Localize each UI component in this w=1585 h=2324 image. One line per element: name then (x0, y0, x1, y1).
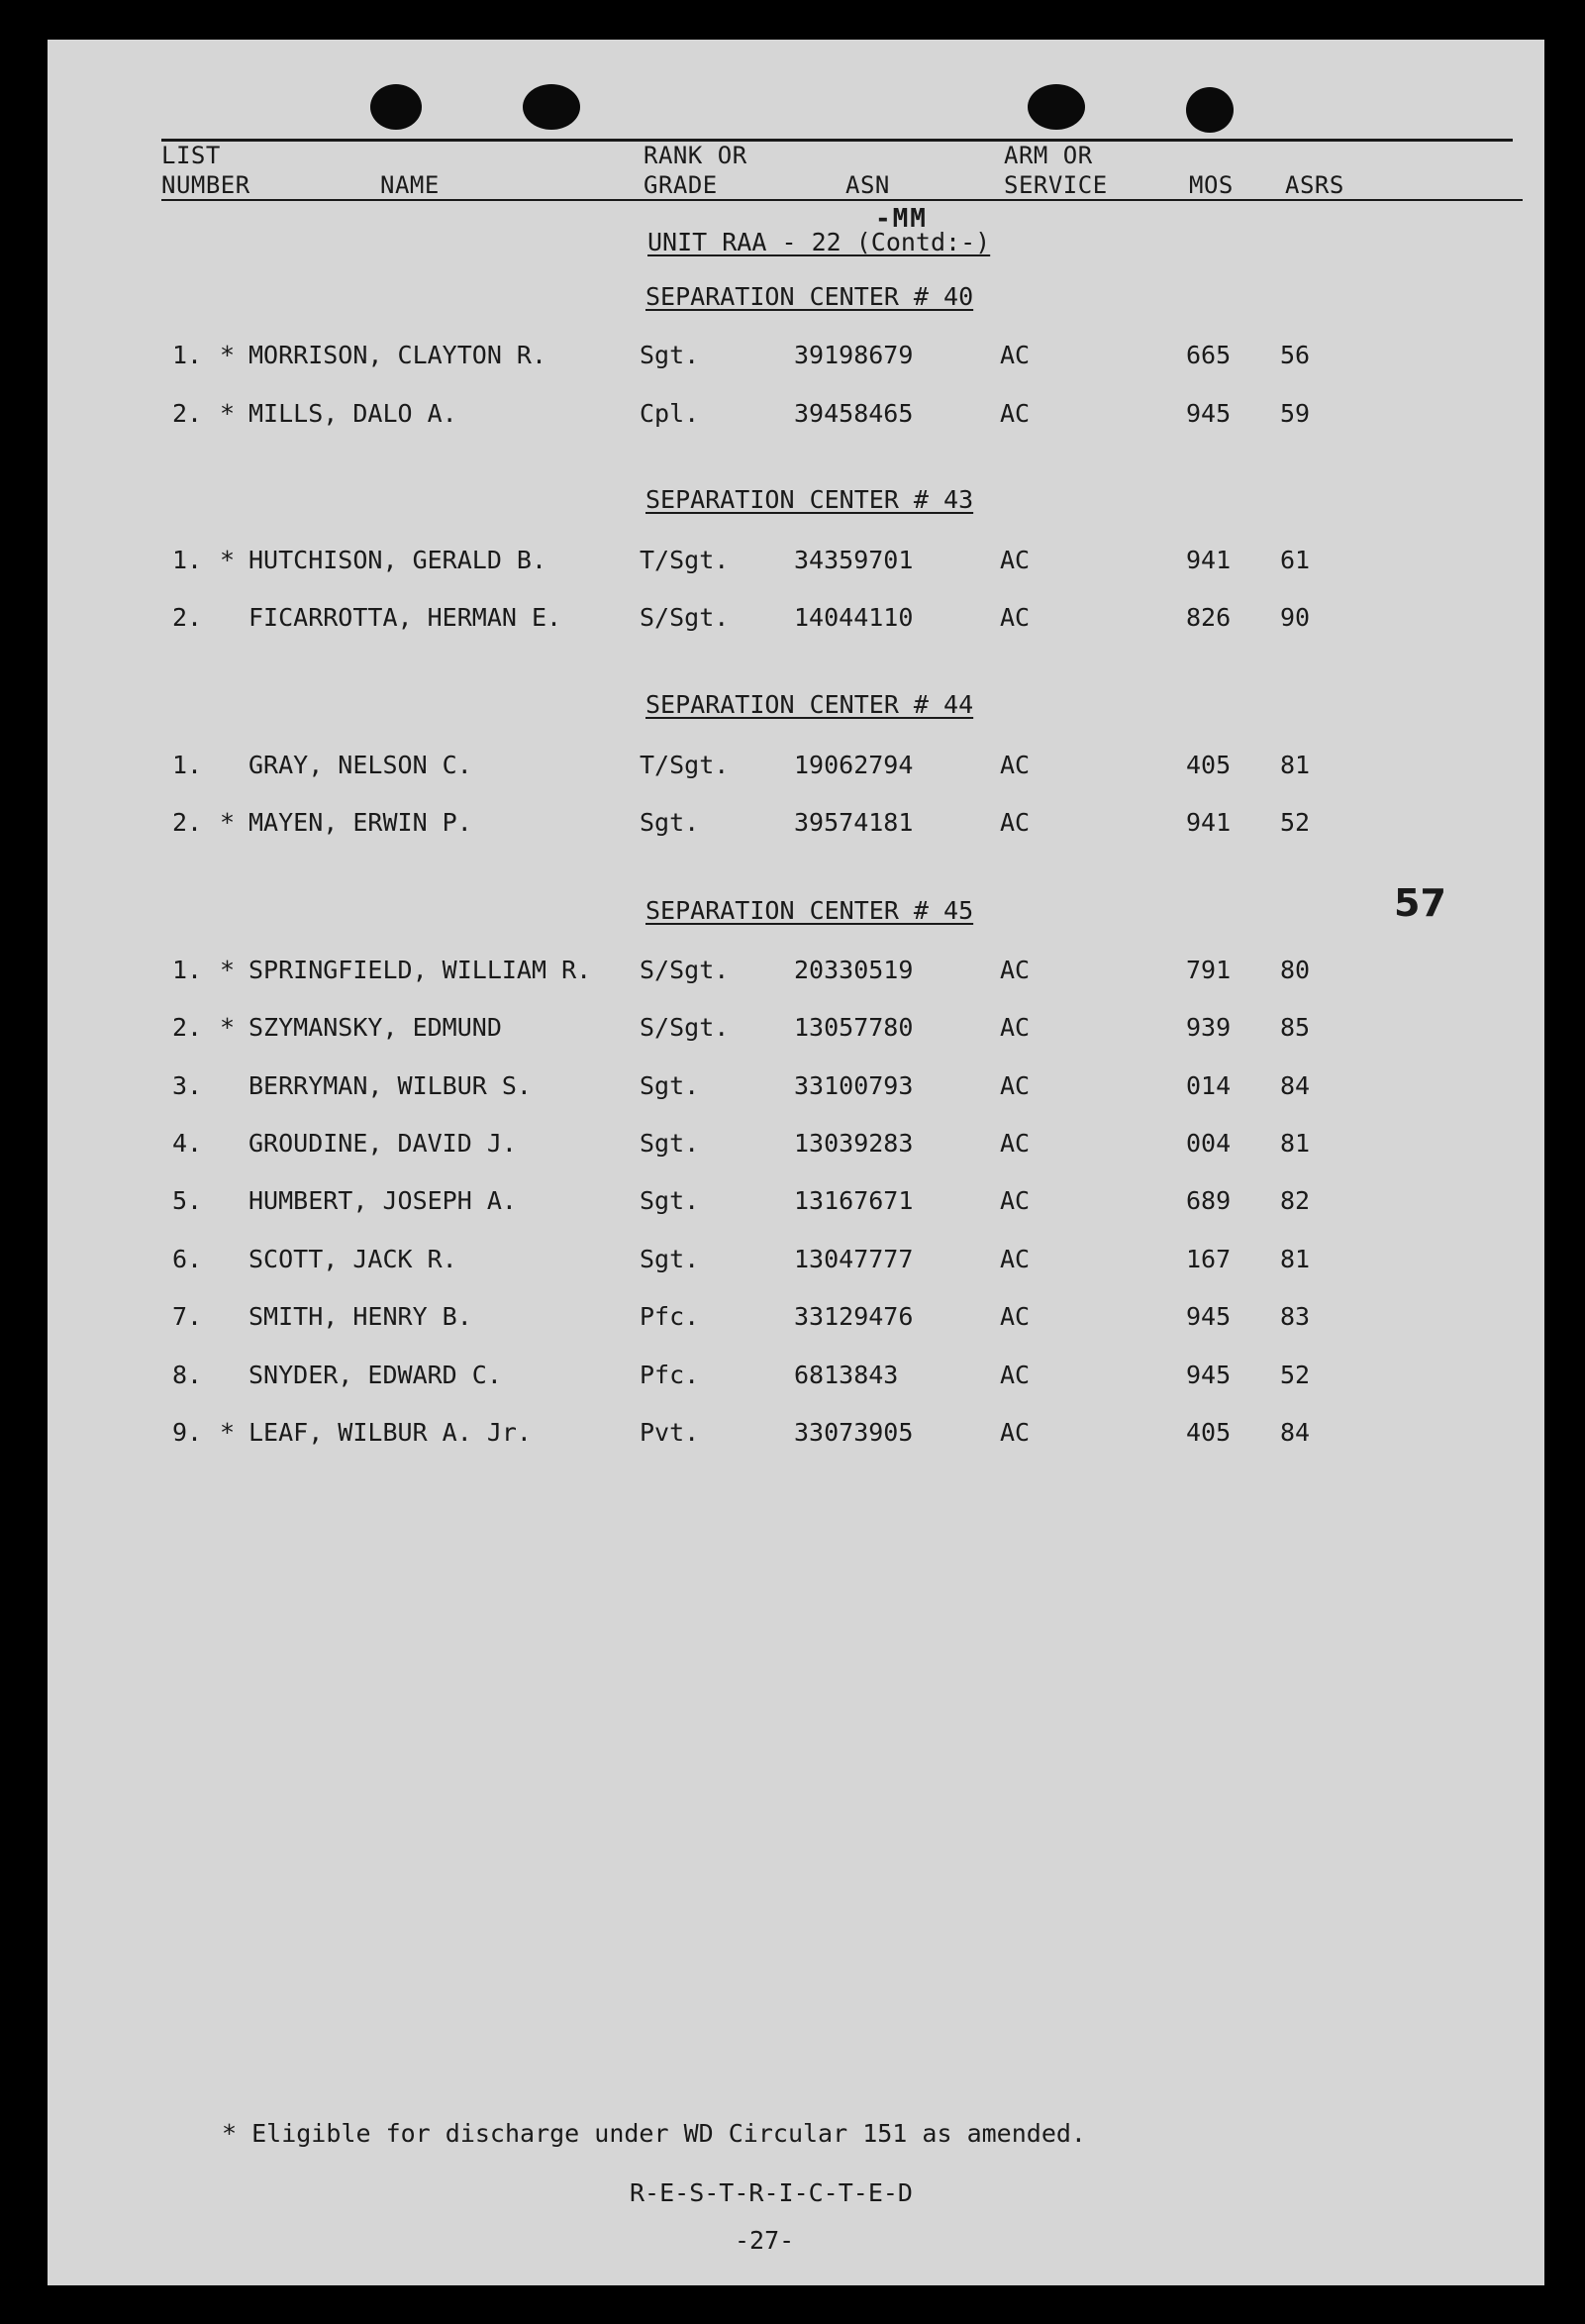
cell-arm: AC (1000, 808, 1031, 837)
header-bottom-rule (161, 199, 1523, 201)
unit-title: UNIT RAA - 22 (Contd:-) (647, 228, 991, 256)
cell-arm: AC (1000, 546, 1031, 574)
page-number: -27- (735, 2226, 795, 2255)
cell-name: SPRINGFIELD, WILLIAM R. (248, 956, 592, 984)
cell-rank: Sgt. (640, 1129, 700, 1158)
cell-asn: 39574181 (794, 808, 914, 837)
cell-star: * (220, 808, 236, 837)
cell-mos: 945 (1186, 1361, 1232, 1389)
cell-name: SMITH, HENRY B. (248, 1302, 472, 1331)
stamp-number: 57 (1394, 881, 1446, 925)
header-name: NAME (380, 171, 440, 199)
cell-asn: 19062794 (794, 751, 914, 779)
cell-arm: AC (1000, 1071, 1031, 1100)
cell-asrs: 83 (1280, 1302, 1311, 1331)
cell-num: 3. (172, 1071, 203, 1100)
cell-rank: Pfc. (640, 1361, 700, 1389)
cell-asrs: 82 (1280, 1186, 1311, 1215)
cell-asrs: 59 (1280, 399, 1311, 428)
punch-hole-3 (1028, 84, 1085, 130)
cell-asn: 39458465 (794, 399, 914, 428)
cell-asn: 13057780 (794, 1013, 914, 1042)
cell-name: SNYDER, EDWARD C. (248, 1361, 502, 1389)
cell-mos: 791 (1186, 956, 1232, 984)
cell-name: GROUDINE, DAVID J. (248, 1129, 517, 1158)
cell-star: * (220, 956, 236, 984)
cell-arm: AC (1000, 1186, 1031, 1215)
cell-asrs: 56 (1280, 341, 1311, 369)
header-top-rule (161, 139, 1513, 142)
cell-rank: Sgt. (640, 1071, 700, 1100)
cell-asn: 33073905 (794, 1418, 914, 1447)
cell-asrs: 80 (1280, 956, 1311, 984)
table-row (48, 1127, 1544, 1161)
cell-asn: 33129476 (794, 1302, 914, 1331)
cell-num: 6. (172, 1245, 203, 1273)
table-row (48, 1069, 1544, 1103)
cell-asrs: 81 (1280, 1245, 1311, 1273)
cell-name: MORRISON, CLAYTON R. (248, 341, 547, 369)
cell-name: LEAF, WILBUR A. Jr. (248, 1418, 532, 1447)
cell-num: 4. (172, 1129, 203, 1158)
cell-mos: 939 (1186, 1013, 1232, 1042)
cell-num: 5. (172, 1186, 203, 1215)
cell-asn: 13167671 (794, 1186, 914, 1215)
handwritten-note: -MM (875, 204, 928, 234)
cell-mos: 689 (1186, 1186, 1232, 1215)
header-arm: ARM OR SERVICE (1004, 142, 1108, 199)
cell-mos: 014 (1186, 1071, 1232, 1100)
cell-mos: 945 (1186, 399, 1232, 428)
cell-num: 1. (172, 546, 203, 574)
cell-asn: 13039283 (794, 1129, 914, 1158)
cell-mos: 405 (1186, 1418, 1232, 1447)
cell-arm: AC (1000, 1245, 1031, 1273)
section-title: SEPARATION CENTER # 44 (645, 690, 974, 719)
cell-mos: 167 (1186, 1245, 1232, 1273)
table-row (48, 544, 1544, 577)
cell-rank: Sgt. (640, 1186, 700, 1215)
cell-rank: Sgt. (640, 341, 700, 369)
cell-asrs: 81 (1280, 1129, 1311, 1158)
cell-name: MAYEN, ERWIN P. (248, 808, 472, 837)
cell-name: SCOTT, JACK R. (248, 1245, 457, 1273)
cell-rank: S/Sgt. (640, 1013, 730, 1042)
table-row (48, 1300, 1544, 1334)
cell-mos: 826 (1186, 603, 1232, 632)
table-row (48, 1416, 1544, 1450)
cell-num: 2. (172, 603, 203, 632)
section-title: SEPARATION CENTER # 40 (645, 282, 974, 311)
cell-num: 1. (172, 751, 203, 779)
punch-hole-2 (523, 84, 580, 130)
cell-arm: AC (1000, 1361, 1031, 1389)
cell-mos: 941 (1186, 546, 1232, 574)
cell-name: FICARROTTA, HERMAN E. (248, 603, 562, 632)
header-asrs: ASRS (1285, 171, 1344, 199)
cell-arm: AC (1000, 1013, 1031, 1042)
cell-name: GRAY, NELSON C. (248, 751, 472, 779)
table-row (48, 339, 1544, 372)
cell-arm: AC (1000, 1302, 1031, 1331)
cell-num: 2. (172, 808, 203, 837)
cell-rank: Sgt. (640, 808, 700, 837)
cell-rank: Cpl. (640, 399, 700, 428)
cell-star: * (220, 1013, 236, 1042)
cell-name: HUTCHISON, GERALD B. (248, 546, 547, 574)
punch-hole-4 (1186, 87, 1234, 133)
table-row (48, 806, 1544, 840)
document-page (48, 40, 1544, 2285)
cell-rank: Sgt. (640, 1245, 700, 1273)
punch-hole-1 (370, 84, 422, 130)
cell-rank: S/Sgt. (640, 603, 730, 632)
cell-star: * (220, 341, 236, 369)
cell-num: 8. (172, 1361, 203, 1389)
cell-rank: S/Sgt. (640, 956, 730, 984)
cell-asrs: 85 (1280, 1013, 1311, 1042)
cell-mos: 004 (1186, 1129, 1232, 1158)
footnote: * Eligible for discharge under WD Circular 151 as amended. (222, 2119, 1086, 2148)
table-row (48, 954, 1544, 987)
section-title: SEPARATION CENTER # 43 (645, 485, 974, 514)
cell-num: 2. (172, 399, 203, 428)
cell-rank: Pvt. (640, 1418, 700, 1447)
cell-asrs: 84 (1280, 1418, 1311, 1447)
cell-asn: 6813843 (794, 1361, 899, 1389)
section-title: SEPARATION CENTER # 45 (645, 896, 974, 925)
cell-rank: T/Sgt. (640, 751, 730, 779)
cell-star: * (220, 1418, 236, 1447)
cell-rank: T/Sgt. (640, 546, 730, 574)
cell-arm: AC (1000, 341, 1031, 369)
cell-asn: 39198679 (794, 341, 914, 369)
cell-arm: AC (1000, 956, 1031, 984)
header-list-number: LIST NUMBER (161, 142, 250, 199)
cell-asrs: 52 (1280, 1361, 1311, 1389)
cell-asrs: 81 (1280, 751, 1311, 779)
cell-asn: 13047777 (794, 1245, 914, 1273)
table-row (48, 1359, 1544, 1392)
cell-asn: 33100793 (794, 1071, 914, 1100)
cell-asrs: 90 (1280, 603, 1311, 632)
cell-mos: 665 (1186, 341, 1232, 369)
table-row (48, 397, 1544, 431)
cell-num: 1. (172, 341, 203, 369)
table-row (48, 601, 1544, 635)
cell-asrs: 84 (1280, 1071, 1311, 1100)
header-mos: MOS (1189, 171, 1234, 199)
cell-arm: AC (1000, 1129, 1031, 1158)
cell-star: * (220, 399, 236, 428)
cell-name: BERRYMAN, WILBUR S. (248, 1071, 532, 1100)
cell-asrs: 61 (1280, 546, 1311, 574)
cell-asn: 14044110 (794, 603, 914, 632)
table-row (48, 1243, 1544, 1276)
cell-arm: AC (1000, 1418, 1031, 1447)
cell-mos: 941 (1186, 808, 1232, 837)
cell-arm: AC (1000, 751, 1031, 779)
restricted-marking: R-E-S-T-R-I-C-T-E-D (630, 2178, 913, 2207)
cell-asn: 34359701 (794, 546, 914, 574)
cell-name: MILLS, DALO A. (248, 399, 457, 428)
cell-mos: 945 (1186, 1302, 1232, 1331)
cell-mos: 405 (1186, 751, 1232, 779)
table-row (48, 749, 1544, 782)
cell-num: 1. (172, 956, 203, 984)
cell-asn: 20330519 (794, 956, 914, 984)
cell-asrs: 52 (1280, 808, 1311, 837)
cell-arm: AC (1000, 603, 1031, 632)
cell-star: * (220, 546, 236, 574)
table-row (48, 1011, 1544, 1045)
cell-num: 9. (172, 1418, 203, 1447)
cell-arm: AC (1000, 399, 1031, 428)
cell-rank: Pfc. (640, 1302, 700, 1331)
cell-num: 2. (172, 1013, 203, 1042)
cell-num: 7. (172, 1302, 203, 1331)
table-row (48, 1184, 1544, 1218)
cell-name: HUMBERT, JOSEPH A. (248, 1186, 517, 1215)
header-asn: ASN (845, 171, 890, 199)
cell-name: SZYMANSKY, EDMUND (248, 1013, 502, 1042)
header-rank: RANK OR GRADE (644, 142, 747, 199)
